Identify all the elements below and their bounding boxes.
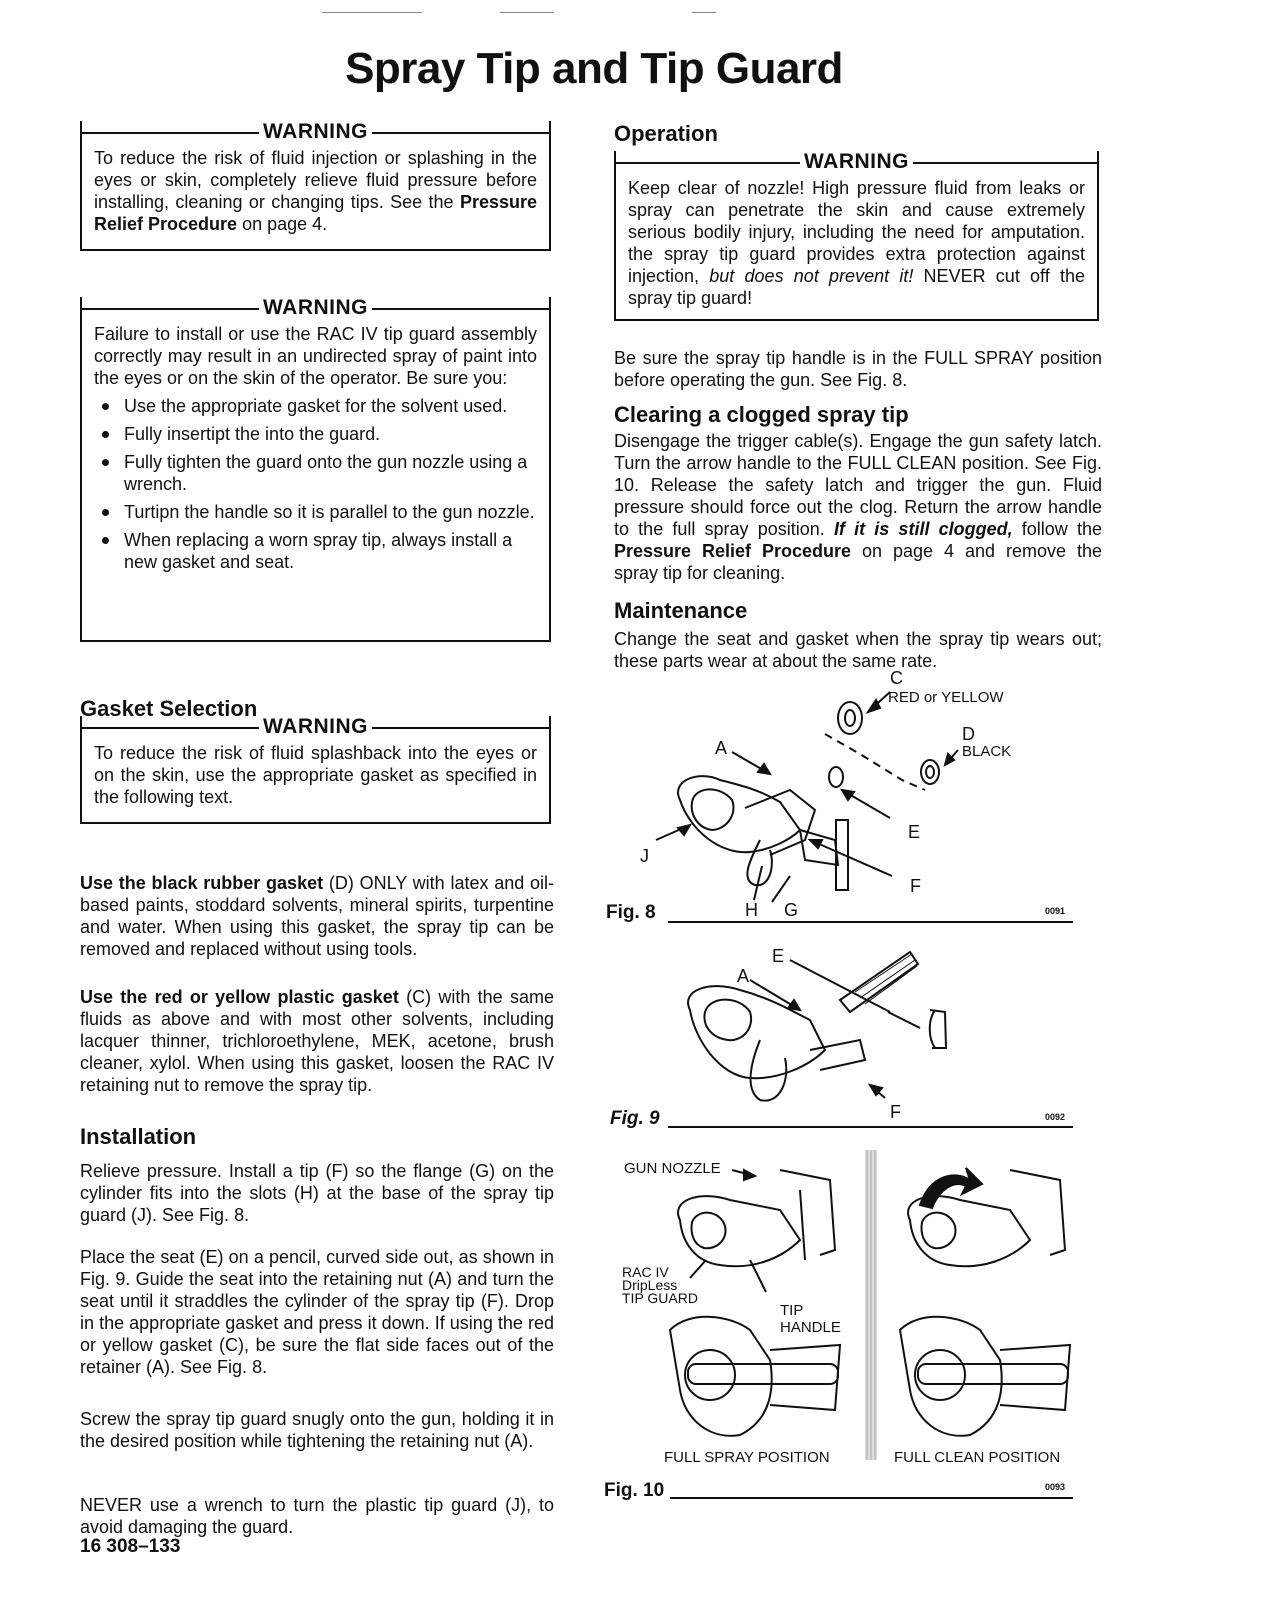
warning-text: Failure to install or use the RAC IV tip guard assembly correctly may result in an undirected spray of paint into the eyes or on the skin of the operator. Be sure you: [94,324,537,388]
fig10-label-rac [622,1266,698,1305]
warning-box-splashback [80,716,551,824]
fig8-code: 0091 [1045,906,1066,916]
fig9-label-a: A [737,966,750,986]
fig10-code: 0093 [1045,1482,1066,1492]
list-item: Fully tighten the guard onto the gun nozzle using a wrench. [94,451,537,495]
fig8-caption: Fig. 8 [606,902,656,923]
warning-text: Keep clear of nozzle! High pressure fluid from leaks or spray can penetrate the skin and cause extremely serious bodily injury, including the need for amputation. the spray tip guard provides extra protection against injection, but does not prevent it! NEVER cut off the spray tip guard! [628,178,1085,308]
header-rule [322,12,422,13]
fig10-caption: Fig. 10 [604,1480,665,1501]
fig10-tip-line2: HANDLE [780,1319,841,1336]
warning-heading: WARNING [82,716,549,738]
warning-heading: WARNING [82,297,549,319]
figure-9-illustration [660,940,980,1130]
section-heading-clearing: Clearing a clogged spray tip [614,402,909,427]
paragraph-install-2: Place the seat (E) on a pencil, curved side out, as shown in Fig. 9. Guide the seat into the retaining nut (A) and turn the seat until it straddles the cylinder of the spray tip (F). Drop in the appropriate gasket and press it down. If using the red or yellow gasket (C), be sure the flat side faces out of the retainer (A). See Fig. 8. [80,1247,554,1377]
figure-10-illustration [610,1150,1090,1470]
section-heading-operation: Operation [614,121,718,146]
fig8-label-c: C [890,668,903,688]
fig8-rule [668,921,1073,923]
fig8-label-a: A [715,738,728,758]
fig8-label-e: E [908,822,921,842]
paragraph-clearing: Disengage the trigger cable(s). Engage the gun safety latch. Turn the arrow handle to the FULL CLEAN position. See Fig. 10. Release the safety latch and trigger the gun. Fluid pressure should force out the clog. Return the arrow handle to the full spray position. If it is still clogged, follow the Pressure Relief Procedure on page 4 and remove the spray tip for cleaning. [614,431,1103,583]
fig8-label-h: H [745,900,758,920]
fig10-rule [670,1497,1073,1499]
fig10-label-full-spray: FULL SPRAY POSITION [664,1449,830,1466]
fig10-label-gun-nozzle: GUN NOZZLE [624,1160,721,1177]
section-heading-gasket: Gasket Selection [80,696,258,721]
list-item: Turtipn the handle so it is parallel to the gun nozzle. [94,501,537,523]
fig8-label-f: F [910,876,921,896]
fig10-tip-line1: TIP [780,1302,804,1319]
fig8-label-j: J [640,846,649,866]
page-title: Spray Tip and Tip Guard [345,44,843,93]
paragraph-install-3: Screw the spray tip guard snugly onto the gun, holding it in the desired position while tightening the retaining nut (A). [80,1409,554,1451]
paragraph-operation: Be sure the spray tip handle is in the FULL SPRAY position before operating the gun. See Fig. 8. [614,348,1102,390]
warning-box-tip-guard [80,297,551,642]
figure-8-illustration [640,690,1080,920]
warning-list [94,395,537,573]
paragraph-red-gasket: Use the red or yellow plastic gasket (C) with the same fluids as above and with most other solvents, including lacquer thinner, trichloroethylene, MEK, acetone, brush cleaner, xylol. When using this gasket, loosen the RAC IV retaining nut to remove the spray tip. [80,987,554,1095]
warning-box-nozzle [614,151,1099,321]
section-heading-installation: Installation [80,1124,197,1149]
fig8-label-g: G [784,900,799,920]
fig8-label-c-desc: RED or YELLOW [888,689,1004,706]
fig9-caption: Fig. 9 [610,1108,660,1129]
fig10-rac-line2: DripLess [622,1277,678,1293]
paragraph-maintenance: Change the seat and gasket when the spray tip wears out; these parts wear at about the same rate. [614,629,1102,671]
page-footer: 16 308–133 [80,1536,181,1557]
fig9-rule [668,1126,1073,1128]
fig9-label-e: E [772,946,785,966]
warning-heading: WARNING [616,151,1097,173]
fig10-label-tip-handle [780,1302,841,1336]
header-rule [500,12,554,13]
fig10-label-full-clean: FULL CLEAN POSITION [894,1449,1061,1466]
section-heading-maintenance: Maintenance [614,598,748,623]
fig8-label-d: D [962,724,975,744]
warning-text: To reduce the risk of fluid injection or splashing in the eyes or skin, completely relieve fluid pressure before installing, cleaning or changing tips. See the Pressure Relief Procedure on page 4. [94,148,537,234]
fig9-code: 0092 [1045,1112,1066,1122]
fig8-label-d-desc: BLACK [962,743,1012,760]
paragraph-install-1: Relieve pressure. Install a tip (F) so the flange (G) on the cylinder fits into the slots (H) at the base of the spray tip guard (J). See Fig. 8. [80,1161,554,1225]
warning-text: To reduce the risk of fluid splashback into the eyes or on the skin, use the appropriate gasket as specified in the following text. [94,743,537,807]
list-item: Use the appropriate gasket for the solvent used. [94,395,537,417]
fig9-label-f: F [890,1102,901,1122]
header-rule [692,12,716,13]
warning-box-fluid-injection [80,121,551,251]
warning-heading: WARNING [82,121,549,143]
list-item: When replacing a worn spray tip, always install a new gasket and seat. [94,529,537,573]
paragraph-install-4: NEVER use a wrench to turn the plastic tip guard (J), to avoid damaging the guard. [80,1495,554,1537]
fig10-rac-line1: RAC IV [622,1264,669,1280]
paragraph-black-gasket: Use the black rubber gasket (D) ONLY with latex and oil-based paints, stoddard solvents, mineral spirits, turpentine and water. When using this gasket, the spray tip can be removed and replaced without using tools. [80,873,554,959]
list-item: Fully insertipt the into the guard. [94,423,537,445]
fig10-rac-line3: TIP GUARD [622,1290,698,1306]
